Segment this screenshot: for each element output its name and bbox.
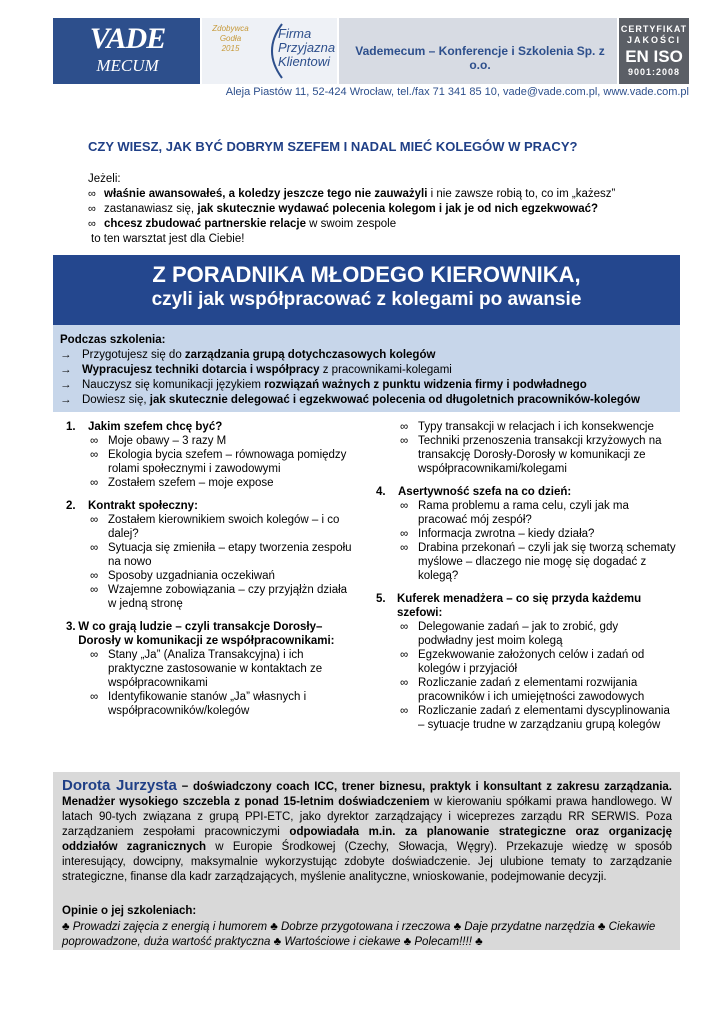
program-item-text: Stany „Ja” (Analiza Transakcyjna) i ich praktyczne zastosowanie w kontaktach ze współpracownikami (108, 649, 323, 689)
program-item-text: Wzajemne zobowiązania – czy przyjąłżn działa w jedną stronę (108, 584, 348, 610)
section-title-text: Asertywność szefa na co dzień: (398, 486, 572, 498)
infinity-bullet-icon: ∞ (400, 435, 409, 447)
program-item (90, 541, 356, 569)
program-item (400, 541, 676, 583)
program-section-title (66, 420, 356, 434)
program-item-text: Informacja zwrotna – kiedy działa? (418, 528, 595, 540)
program-item (400, 648, 676, 676)
section-number: 1. (66, 421, 76, 433)
infinity-bullet-icon: ∞ (88, 188, 96, 200)
infinity-bullet-icon: ∞ (88, 203, 96, 215)
logo-subtext: MECUM (96, 56, 159, 75)
infinity-bullet-icon: ∞ (90, 649, 99, 661)
infinity-bullet-icon: ∞ (90, 691, 99, 703)
program-item (400, 434, 676, 476)
cert-line: EN ISO (625, 47, 683, 66)
program-item (90, 583, 356, 611)
logo-text: VADE (89, 22, 166, 55)
intro-question: CZY WIESZ, JAK BYĆ DOBRYM SZEFEM I NADAL MIEĆ KOLEGÓW W PRACY? (88, 139, 578, 154)
training-list (60, 333, 680, 408)
section-title-text: Kontrakt społeczny: (88, 500, 198, 512)
program-item (400, 676, 676, 704)
program-section (66, 499, 356, 611)
program-item-text: Sytuacja się zmieniła – etapy tworzenia zespołu na nowo (108, 542, 352, 568)
arrow-icon: → (60, 394, 72, 406)
section-number: 2. (66, 500, 76, 512)
cert-line: JAKOŚCI (626, 35, 681, 45)
program-item-text: Egzekwowanie założonych celów i zadań od kolegów i przyjaciół (418, 649, 645, 675)
training-item: → Przygotujesz się do zarządzania grupą dotychczasowych kolegów (60, 349, 436, 361)
program-item (90, 648, 356, 690)
training-item: → Wypracujesz techniki dotarcia i współpracy z pracownikami-kolegami (60, 364, 452, 376)
program-item-text: Ekologia bycia szefem – równowaga pomiędzy rolami społecznymi i zawodowymi (108, 449, 347, 475)
address-line: Aleja Piastów 11, 52-424 Wrocław, tel./fax 71 341 85 10, vade@vade.com.pl, www.vade.com.pl (225, 86, 689, 98)
section-title-text: W co grają ludzie – czyli transakcje Dorosły–Dorosły w komunikacji ze współpracownikami: (78, 621, 335, 647)
infinity-bullet-icon: ∞ (400, 421, 409, 433)
program-item (90, 690, 356, 718)
intro-closing: to ten warsztat jest dla Ciebie! (91, 233, 245, 245)
program-item-text: Rama problemu a rama celu, czyli jak ma pracować mój zespół? (418, 500, 629, 526)
intro-bullet: ∞ zastanawiasz się, jak skutecznie wydawać polecenia kolegom i jak je od nich egzekwować? (88, 203, 599, 215)
arrow-icon: → (60, 364, 72, 376)
program-section (66, 420, 356, 490)
section-number: 4. (376, 486, 386, 498)
infinity-bullet-icon: ∞ (400, 500, 409, 512)
infinity-bullet-icon: ∞ (400, 621, 409, 633)
program-item (90, 434, 356, 448)
intro-lead: Jeżeli: (88, 173, 121, 185)
program-right-column (376, 420, 676, 741)
opinions-heading: Opinie o jej szkoleniach: (62, 905, 197, 917)
program-section-continued (376, 420, 676, 476)
program-item-text: Drabina przekonań – czyli jak się tworzą schematy myślowe – dlaczego nie mogę się dogadać z kolegą? (418, 542, 676, 582)
program-section-title (376, 485, 676, 499)
program-item (90, 569, 356, 583)
program-item (90, 513, 356, 541)
training-item: → Dowiesz się, jak skutecznie delegować i egzekwować polecenia od długoletnich pracowników-kolegów (60, 394, 640, 406)
title-banner (53, 255, 680, 325)
program-item-text: Techniki przenoszenia transakcji krzyżowych na transakcję Dorosły-Dorosły w komunikacji ze współpracownikami/kolegami (418, 435, 662, 475)
program-item (400, 420, 676, 434)
company-name: Vademecum – Konferencje i Szkolenia Sp. z o.o. (355, 44, 605, 72)
trainer-bio: Dorota Jurzysta − doświadczony coach ICC, trener biznesu, praktyk i konsultant z zakresu zarządzania. Menadżer wysokiego szczebla z ponad 15-letnim doświadczeniem w kierowaniu spółkami prawa handlowego. W latach 90-tych związana z grupą PPI-ETC, jako dyrektor zarządzający i wiceprezes zarządu RR SERWIS. Poza zarządzaniem zespołami pracowniczymi odpowiadała m.in. za planowanie strategiczne oraz organizację oddziałów zagranicznych w Europie Środkowej (Czechy, Słowacja, Węgry). Przekazuje wiedzę w sposób interesujący, dowcipny, maksymalnie wykorzystując zdobyte doświadczenie. Jej ulubione tematy to zarządzanie strategiczne, finanse dla kadr zarządzających, myślenie analityczne, wnioskowanie, podejmowanie decyzji. (62, 777, 673, 883)
program-item-text: Zostałem kierownikiem swoich kolegów – i co dalej? (108, 514, 340, 540)
program-item-text: Zostałem szefem – moje expose (108, 477, 274, 489)
infinity-bullet-icon: ∞ (88, 218, 96, 230)
intro-bullet: ∞ chcesz zbudować partnerskie relacje w swoim zespole (88, 218, 397, 230)
opinions-text: ♣ Prowadzi zajęcia z energią i humorem ♣ Dobrze przygotowana i rzeczowa ♣ Daje przydatne narzędzia ♣ Ciekawie poprowadzone, duża wartość praktyczna ♣ Wartościowe i ciekawe ♣ Polecam!!!! ♣ (62, 921, 656, 948)
infinity-bullet-icon: ∞ (90, 435, 99, 447)
intro-bullet: ∞ właśnie awansowałeś, a koledzy jeszcze tego nie zauważyli i nie zawsze robią to, co im „każesz” (88, 188, 616, 200)
program-item (400, 499, 676, 527)
section-title-text: Jakim szefem chcę być? (88, 421, 223, 433)
infinity-bullet-icon: ∞ (400, 542, 409, 554)
infinity-bullet-icon: ∞ (90, 584, 99, 596)
cert-line: CERTYFIKAT (620, 24, 688, 34)
infinity-bullet-icon: ∞ (400, 528, 409, 540)
infinity-bullet-icon: ∞ (90, 570, 99, 582)
program-item-text: Identyfikowanie stanów „Ja” własnych i współpracowników/kolegów (108, 691, 307, 717)
program-item (400, 620, 676, 648)
program-item-text: Moje obawy – 3 razy M (108, 435, 227, 447)
program-item-text: Rozliczanie zadań z elementami rozwijania pracowników i ich umiejętności zawodowych (418, 677, 645, 703)
program-item-text: Rozliczanie zadań z elementami dyscyplinowania – sytuacje trudne w zarządzaniu grupą kolegów (418, 705, 670, 731)
infinity-bullet-icon: ∞ (90, 449, 99, 461)
arrow-icon: → (60, 349, 72, 361)
cert-line: 9001:2008 (627, 67, 681, 77)
program-item (400, 704, 676, 732)
infinity-bullet-icon: ∞ (90, 542, 99, 554)
award-small-text: Zdobywca Godła 2015 (212, 24, 249, 53)
trainer-name: Dorota Jurzysta (62, 777, 177, 794)
program-item-text: Typy transakcji w relacjach i ich konsekwencje (418, 421, 654, 433)
program-section-title (66, 499, 356, 513)
infinity-bullet-icon: ∞ (400, 705, 409, 717)
intro-block (88, 172, 615, 247)
infinity-bullet-icon: ∞ (400, 677, 409, 689)
page-title: Z PORADNIKA MŁODEGO KIEROWNIKA, (152, 262, 581, 287)
award-title: Firma Przyjazna Klientowi (278, 26, 336, 69)
page-subtitle: czyli jak współpracować z kolegami po awansie (151, 289, 582, 310)
infinity-bullet-icon: ∞ (90, 477, 99, 489)
section-title-text: Kuferek menadżera – co się przyda każdemu szefowi: (396, 593, 642, 619)
program-section-title (376, 592, 676, 620)
program-section (66, 620, 356, 718)
training-item: → Nauczysz się komunikacji językiem rozwiązań ważnych z punktu widzenia firmy i podwładnego (60, 379, 587, 391)
program-item (400, 527, 676, 541)
training-heading: Podczas szkolenia: (60, 334, 166, 346)
program-section (376, 485, 676, 583)
arrow-icon: → (60, 379, 72, 391)
infinity-bullet-icon: ∞ (90, 514, 99, 526)
program-left-column (66, 420, 356, 727)
program-item-text: Delegowanie zadań – jak to zrobić, gdy podwładny jest moim kolegą (418, 621, 619, 647)
program-section (376, 592, 676, 732)
program-item (90, 476, 356, 490)
infinity-bullet-icon: ∞ (400, 649, 409, 661)
section-number: 3. (66, 621, 76, 633)
program-item-text: Sposoby uzgadniania oczekiwań (108, 570, 275, 582)
program-section-title (66, 620, 356, 648)
section-number: 5. (376, 593, 386, 605)
program-item (90, 448, 356, 476)
